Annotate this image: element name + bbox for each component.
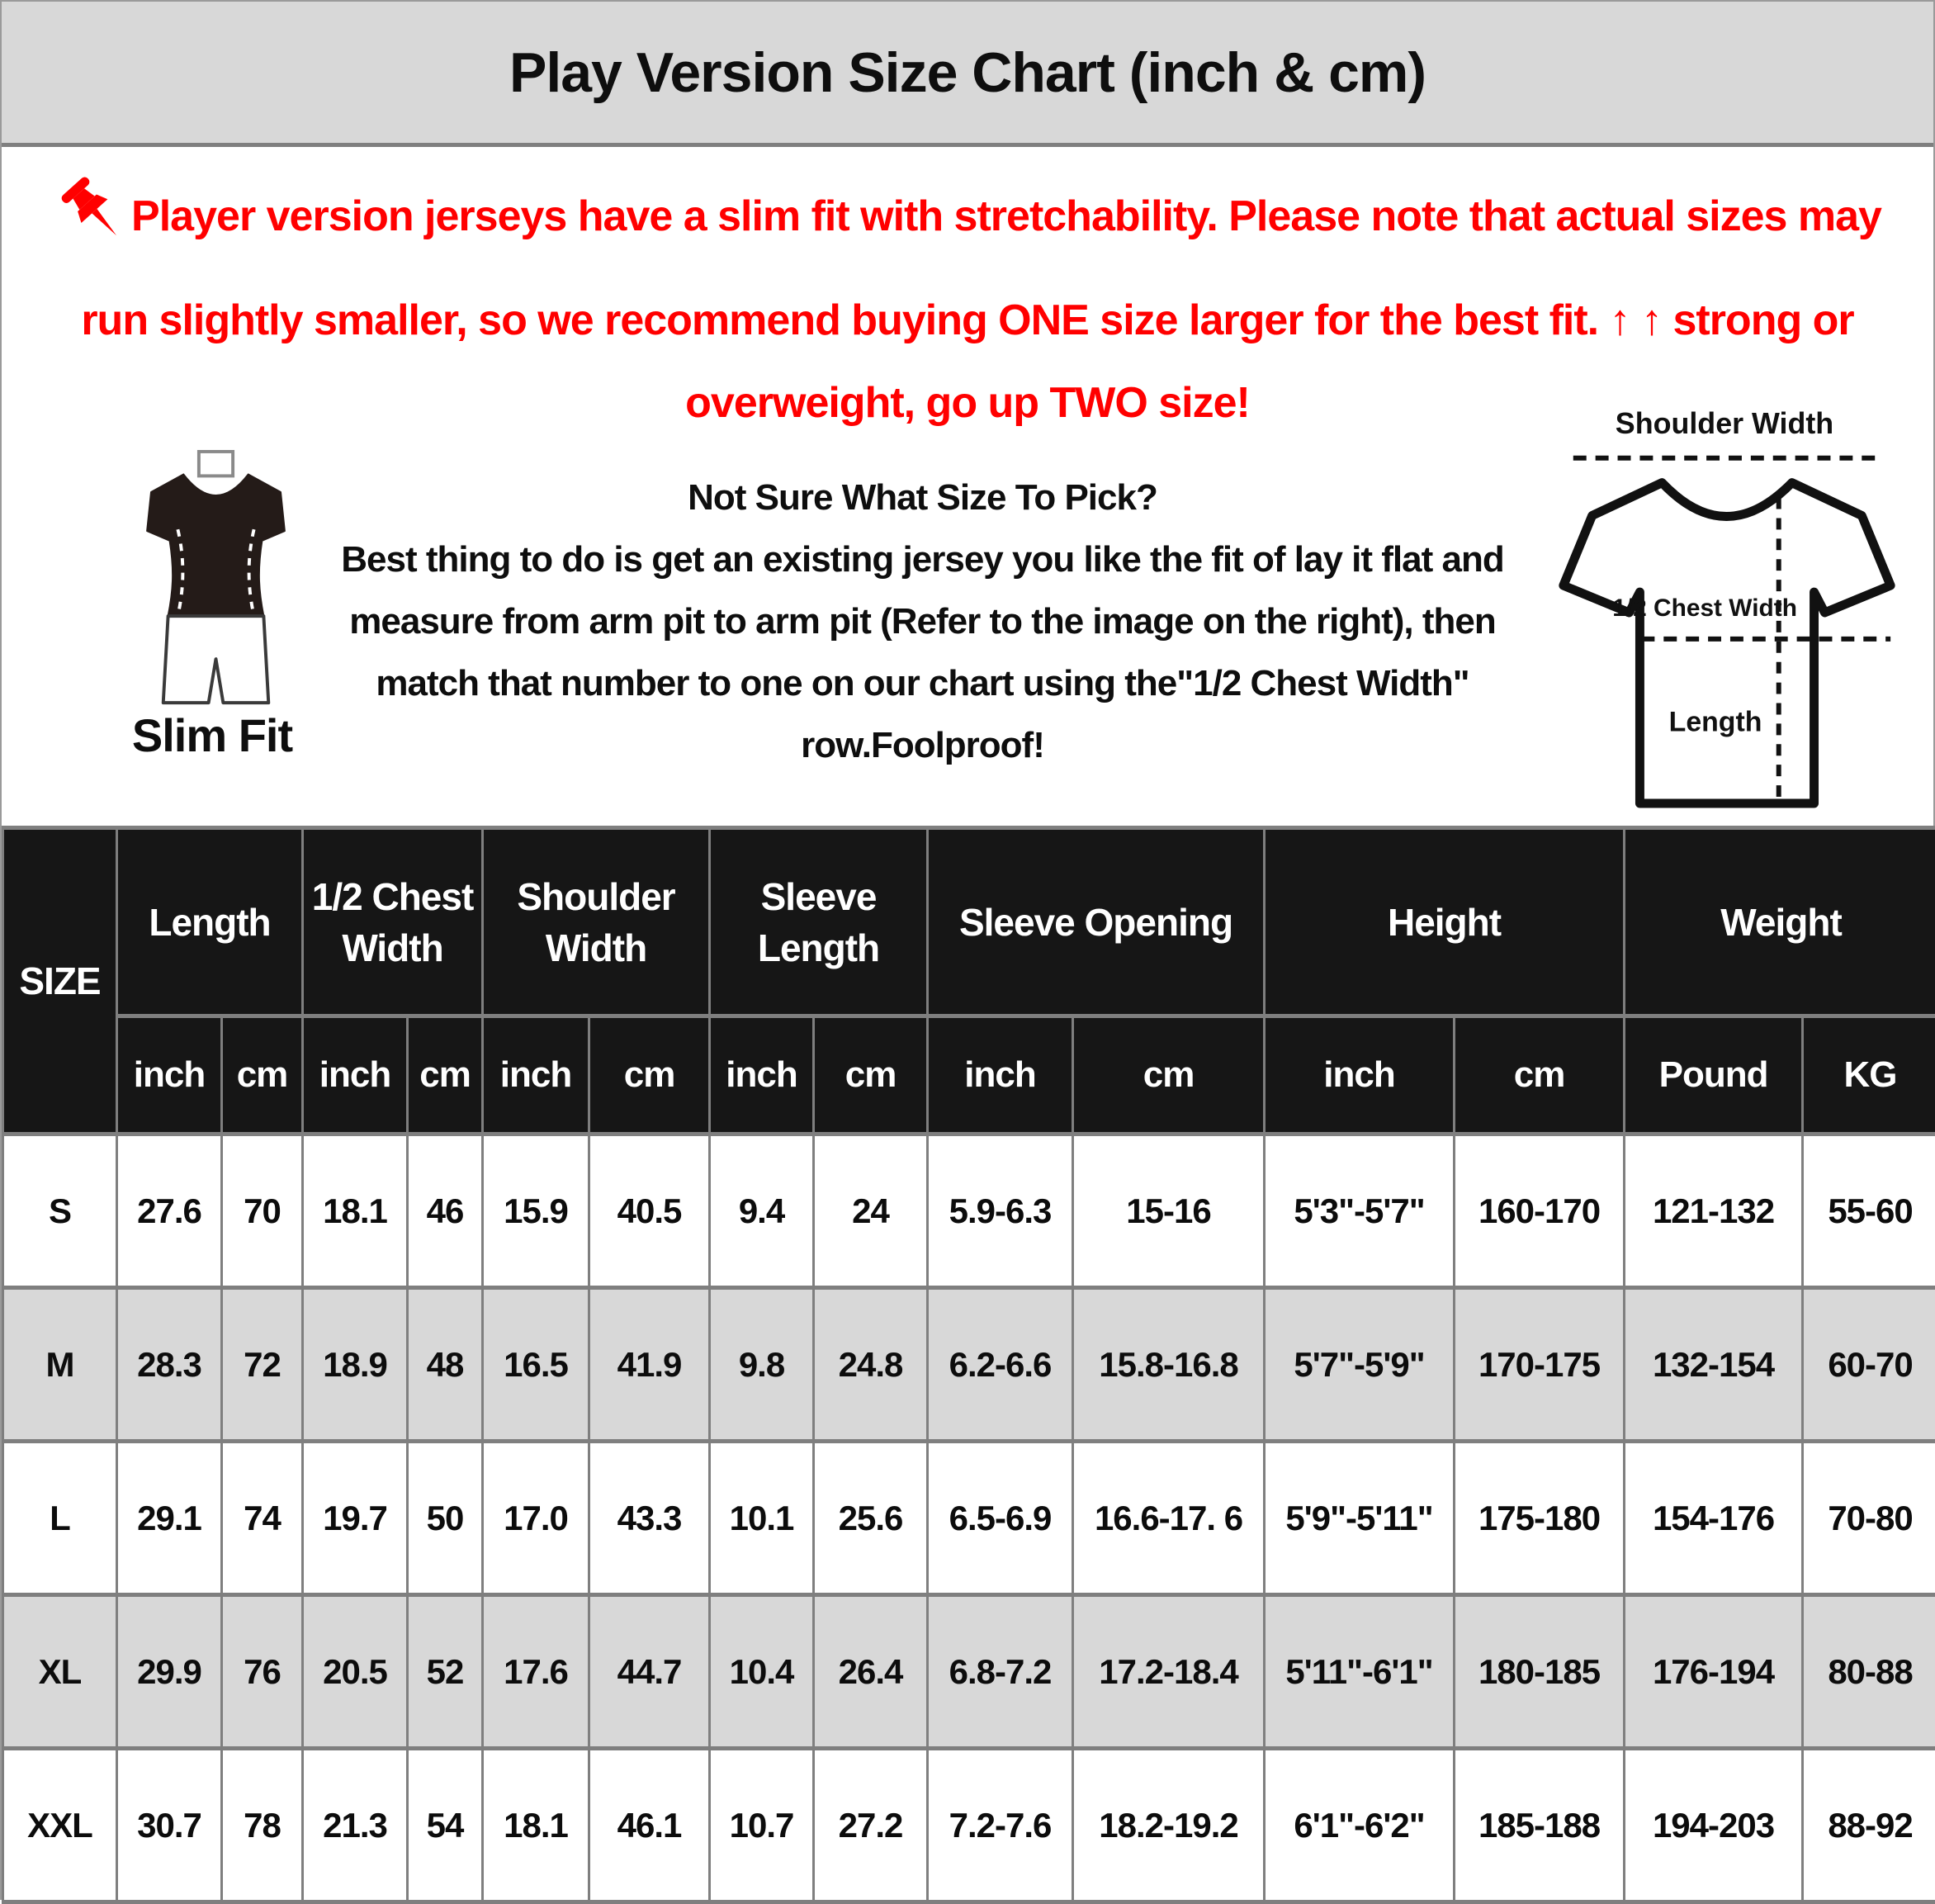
value-cell: 6.2-6.6	[928, 1288, 1073, 1442]
value-cell: 70-80	[1803, 1442, 1935, 1595]
value-cell: 26.4	[814, 1595, 928, 1749]
value-cell: 18.1	[483, 1749, 589, 1902]
value-cell: 6.8-7.2	[928, 1595, 1073, 1749]
unit-header: cm	[814, 1016, 928, 1134]
value-cell: 27.6	[117, 1134, 222, 1288]
group-header-sleeve-length: Sleeve Length	[710, 828, 928, 1016]
value-cell: 15.8-16.8	[1073, 1288, 1265, 1442]
value-cell: 176-194	[1625, 1595, 1803, 1749]
value-cell: 60-70	[1803, 1288, 1935, 1442]
value-cell: 28.3	[117, 1288, 222, 1442]
slim-fit-figure-icon	[119, 450, 313, 712]
value-cell: 29.1	[117, 1442, 222, 1595]
unit-header: inch	[117, 1016, 222, 1134]
value-cell: 9.8	[710, 1288, 814, 1442]
value-cell: 16.6-17. 6	[1073, 1442, 1265, 1595]
value-cell: 21.3	[303, 1749, 408, 1902]
value-cell: 88-92	[1803, 1749, 1935, 1902]
middle-section	[2, 391, 1933, 826]
group-header-length: Length	[117, 828, 303, 1016]
value-cell: 54	[408, 1749, 483, 1902]
value-cell: 18.2-19.2	[1073, 1749, 1265, 1902]
size-cell: L	[3, 1442, 117, 1595]
size-row-xxl	[3, 1749, 1935, 1902]
value-cell: 41.9	[589, 1288, 710, 1442]
value-cell: 5'11"-6'1"	[1265, 1595, 1455, 1749]
group-header-sleeve-opening: Sleeve Opening	[928, 828, 1265, 1016]
value-cell: 5'3"-5'7"	[1265, 1134, 1455, 1288]
value-cell: 17.2-18.4	[1073, 1595, 1265, 1749]
value-cell: 175-180	[1455, 1442, 1625, 1595]
value-cell: 18.1	[303, 1134, 408, 1288]
table-unit-header-row	[3, 1016, 1935, 1134]
value-cell: 52	[408, 1595, 483, 1749]
warning-text: Player version jerseys have a slim fit with stretchability. Please note that actual sizes may run slightly smaller, so we recommend buying ONE size larger for the best fit. ↑ ↑ strong or overweight, go up TWO size!	[81, 192, 1881, 427]
value-cell: 5'9"-5'11"	[1265, 1442, 1455, 1595]
value-cell: 55-60	[1803, 1134, 1935, 1288]
value-cell: 20.5	[303, 1595, 408, 1749]
value-cell: 194-203	[1625, 1749, 1803, 1902]
diagram-length-label: Length	[1669, 706, 1762, 737]
unit-header: cm	[1455, 1016, 1625, 1134]
value-cell: 16.5	[483, 1288, 589, 1442]
group-header-height: Height	[1265, 828, 1625, 1016]
value-cell: 44.7	[589, 1595, 710, 1749]
size-row-l	[3, 1442, 1935, 1595]
unit-header: cm	[1073, 1016, 1265, 1134]
value-cell: 72	[222, 1288, 303, 1442]
value-cell: 43.3	[589, 1442, 710, 1595]
value-cell: 170-175	[1455, 1288, 1625, 1442]
unit-header: inch	[710, 1016, 814, 1134]
value-cell: 27.2	[814, 1749, 928, 1902]
value-cell: 29.9	[117, 1595, 222, 1749]
value-cell: 70	[222, 1134, 303, 1288]
unit-header: cm	[408, 1016, 483, 1134]
size-cell: XL	[3, 1595, 117, 1749]
value-cell: 6.5-6.9	[928, 1442, 1073, 1595]
value-cell: 76	[222, 1595, 303, 1749]
value-cell: 17.0	[483, 1442, 589, 1595]
size-row-xl	[3, 1595, 1935, 1749]
value-cell: 10.1	[710, 1442, 814, 1595]
group-header-weight: Weight	[1625, 828, 1935, 1016]
unit-header: inch	[483, 1016, 589, 1134]
guide-heading: Not Sure What Size To Pick?	[322, 467, 1523, 528]
value-cell: 19.7	[303, 1442, 408, 1595]
value-cell: 180-185	[1455, 1595, 1625, 1749]
value-cell: 160-170	[1455, 1134, 1625, 1288]
unit-header: inch	[1265, 1016, 1455, 1134]
value-cell: 40.5	[589, 1134, 710, 1288]
value-cell: 7.2-7.6	[928, 1749, 1073, 1902]
value-cell: 10.4	[710, 1595, 814, 1749]
value-cell: 80-88	[1803, 1595, 1935, 1749]
unit-header: inch	[928, 1016, 1073, 1134]
value-cell: 17.6	[483, 1595, 589, 1749]
value-cell: 78	[222, 1749, 303, 1902]
pushpin-icon	[54, 176, 130, 279]
value-cell: 25.6	[814, 1442, 928, 1595]
value-cell: 6'1"-6'2"	[1265, 1749, 1455, 1902]
value-cell: 121-132	[1625, 1134, 1803, 1288]
unit-header: KG	[1803, 1016, 1935, 1134]
diagram-half-chest-width-label: 1/2 Chest Width	[1612, 594, 1797, 622]
measurement-diagram	[1530, 392, 1917, 826]
size-row-s	[3, 1134, 1935, 1288]
value-cell: 50	[408, 1442, 483, 1595]
value-cell: 132-154	[1625, 1288, 1803, 1442]
unit-header: cm	[589, 1016, 710, 1134]
page-title: Play Version Size Chart (inch & cm)	[509, 40, 1426, 105]
title-band	[2, 2, 1933, 147]
value-cell: 46	[408, 1134, 483, 1288]
value-cell: 46.1	[589, 1749, 710, 1902]
size-column-header: SIZE	[3, 828, 117, 1134]
value-cell: 185-188	[1455, 1749, 1625, 1902]
value-cell: 9.4	[710, 1134, 814, 1288]
warning-note	[2, 147, 1933, 391]
value-cell: 24	[814, 1134, 928, 1288]
value-cell: 74	[222, 1442, 303, 1595]
size-table	[2, 826, 1935, 1904]
value-cell: 30.7	[117, 1749, 222, 1902]
size-row-m	[3, 1288, 1935, 1442]
value-cell: 48	[408, 1288, 483, 1442]
value-cell: 10.7	[710, 1749, 814, 1902]
guide-body: Best thing to do is get an existing jersey you like the fit of lay it flat and measure from arm pit to arm pit (Refer to the image on the right), then match that number to one on our chart using the"1/2 Chest Width" row.Foolproof!	[322, 528, 1523, 776]
size-cell: S	[3, 1134, 117, 1288]
size-cell: M	[3, 1288, 117, 1442]
table-group-header-row	[3, 828, 1935, 1016]
value-cell: 24.8	[814, 1288, 928, 1442]
slim-fit-label: Slim Fit	[80, 708, 344, 762]
diagram-shoulder-width-label: Shoulder Width	[1616, 407, 1833, 440]
group-header-half-chest-width: 1/2 Chest Width	[303, 828, 483, 1016]
value-cell: 5.9-6.3	[928, 1134, 1073, 1288]
value-cell: 5'7"-5'9"	[1265, 1288, 1455, 1442]
size-guide-text	[322, 467, 1523, 776]
value-cell: 15.9	[483, 1134, 589, 1288]
value-cell: 15-16	[1073, 1134, 1265, 1288]
unit-header: Pound	[1625, 1016, 1803, 1134]
group-header-shoulder-width: Shoulder Width	[483, 828, 710, 1016]
size-cell: XXL	[3, 1749, 117, 1902]
value-cell: 18.9	[303, 1288, 408, 1442]
value-cell: 154-176	[1625, 1442, 1803, 1595]
unit-header: cm	[222, 1016, 303, 1134]
unit-header: inch	[303, 1016, 408, 1134]
